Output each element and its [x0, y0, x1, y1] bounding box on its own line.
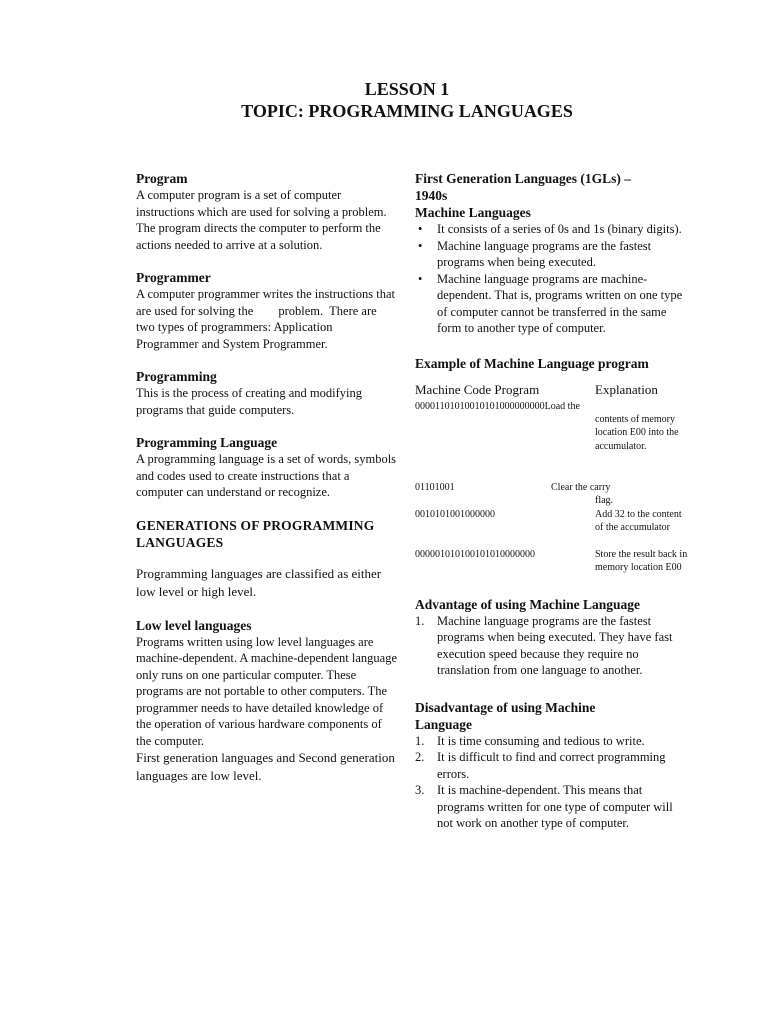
disadvantage-item: [415, 733, 687, 750]
explanation-row-1: contents of memory location E00 into the accumulator.: [595, 413, 679, 452]
first-generation-bullets: [415, 221, 687, 337]
disadvantage-section: [415, 699, 687, 832]
explanation-row-2-prefix: Clear the carry: [551, 481, 611, 493]
machine-code-table: [415, 382, 687, 582]
bullet-item: • It consists of a series of 0s and 1s (binary digits).: [415, 221, 687, 238]
programming-language-heading: Programming Language: [136, 435, 278, 450]
topic-title: TOPIC: PROGRAMMING LANGUAGES: [241, 101, 573, 121]
machine-languages-heading: Machine Languages: [415, 205, 531, 220]
advantage-section: [415, 596, 687, 679]
program-body: A computer program is a set of computer instructions which are used for solving a problem. The program directs the computer to perform the actions needed to arrive at a solution.: [136, 188, 387, 252]
programming-heading: Programming: [136, 369, 217, 384]
disadvantage-heading: Disadvantage of using Machine Language: [415, 699, 596, 732]
item-number: 3.: [415, 783, 425, 797]
low-level-section: [136, 617, 398, 786]
explanation-row-3: Add 32 to the content of the accumulator: [595, 508, 682, 533]
programmer-body: A computer programmer writes the instructions that are used for solving the problem. There are two types of programmers: Application Programmer and System Programmer.: [136, 287, 399, 351]
left-column: [136, 170, 398, 801]
item-text: It is difficult to find and correct programming errors.: [437, 750, 666, 781]
programmer-section: [136, 269, 398, 352]
disadvantage-item: [415, 782, 687, 832]
item-number: 1.: [415, 613, 425, 628]
generations-section: [136, 517, 398, 601]
first-generation-section: [415, 170, 687, 337]
programming-body: This is the process of creating and modifying programs that guide computers.: [136, 386, 362, 417]
programming-language-body: A programming language is a set of words, symbols and codes used to create instructions that a computer can understand or recognize.: [136, 452, 397, 499]
item-text: Machine language programs are the fastest programs when being executed. They have fast execution speed because they require no translation from one language to another.: [437, 613, 673, 677]
programmer-heading: Programmer: [136, 270, 211, 285]
disadvantage-item: [415, 749, 687, 782]
machine-code-row-4: 000001010100101010000000: [415, 548, 535, 560]
machine-code-row-2: 01101001: [415, 481, 455, 493]
machine-code-row-1: 00001101010010101000000000Load the: [415, 400, 580, 412]
machine-code-column-header: Machine Code Program: [415, 381, 540, 397]
disadvantage-list: [415, 733, 687, 832]
example-section: [415, 355, 687, 582]
generations-body: Programming languages are classified as either low level or high level.: [136, 565, 382, 599]
advantage-item: [415, 613, 687, 679]
low-level-heading: Low level languages: [136, 617, 252, 633]
item-number: 2.: [415, 750, 425, 764]
programming-language-section: [136, 434, 398, 501]
item-text: It is time consuming and tedious to write.: [437, 733, 645, 748]
low-level-body: Programs written using low level languages are machine-dependent. A machine-dependent language only runs on one particular computer. These programs are not portable to other computers. The programmer needs to have detailed knowledge of the operation of various hardware components of the computer.: [136, 634, 398, 748]
explanation-column-header: Explanation: [595, 381, 658, 397]
advantage-heading: Advantage of using Machine Language: [415, 596, 641, 612]
lesson-header: [0, 78, 768, 122]
machine-code-row-3: 0010101001000000: [415, 508, 495, 520]
item-number: 1.: [415, 733, 425, 748]
program-heading: Program: [136, 171, 188, 186]
advantage-list: [415, 613, 687, 679]
first-generation-heading: First Generation Languages (1GLs) – 1940s: [415, 171, 631, 203]
bullet-item: • Machine language programs are machine-dependent. That is, programs written on one type of computer cannot be transferred in the same form to another type of computer.: [415, 271, 687, 337]
bullet-item: • Machine language programs are the fastest programs when being executed.: [415, 238, 687, 271]
programming-section: [136, 368, 398, 418]
example-heading: Example of Machine Language program: [415, 355, 649, 371]
explanation-row-2: flag.: [595, 494, 614, 506]
program-section: [136, 170, 398, 253]
right-column: [415, 170, 687, 848]
generations-heading: GENERATIONS OF PROGRAMMING LANGUAGES: [136, 517, 375, 550]
lesson-title: LESSON 1: [364, 79, 450, 99]
item-text: It is machine-dependent. This means that programs written for one type of computer will not work on another type of computer.: [437, 783, 673, 830]
explanation-row-4: Store the result back in memory location E00: [595, 548, 688, 573]
low-level-body-2: First generation languages and Second generation languages are low level.: [136, 750, 395, 783]
